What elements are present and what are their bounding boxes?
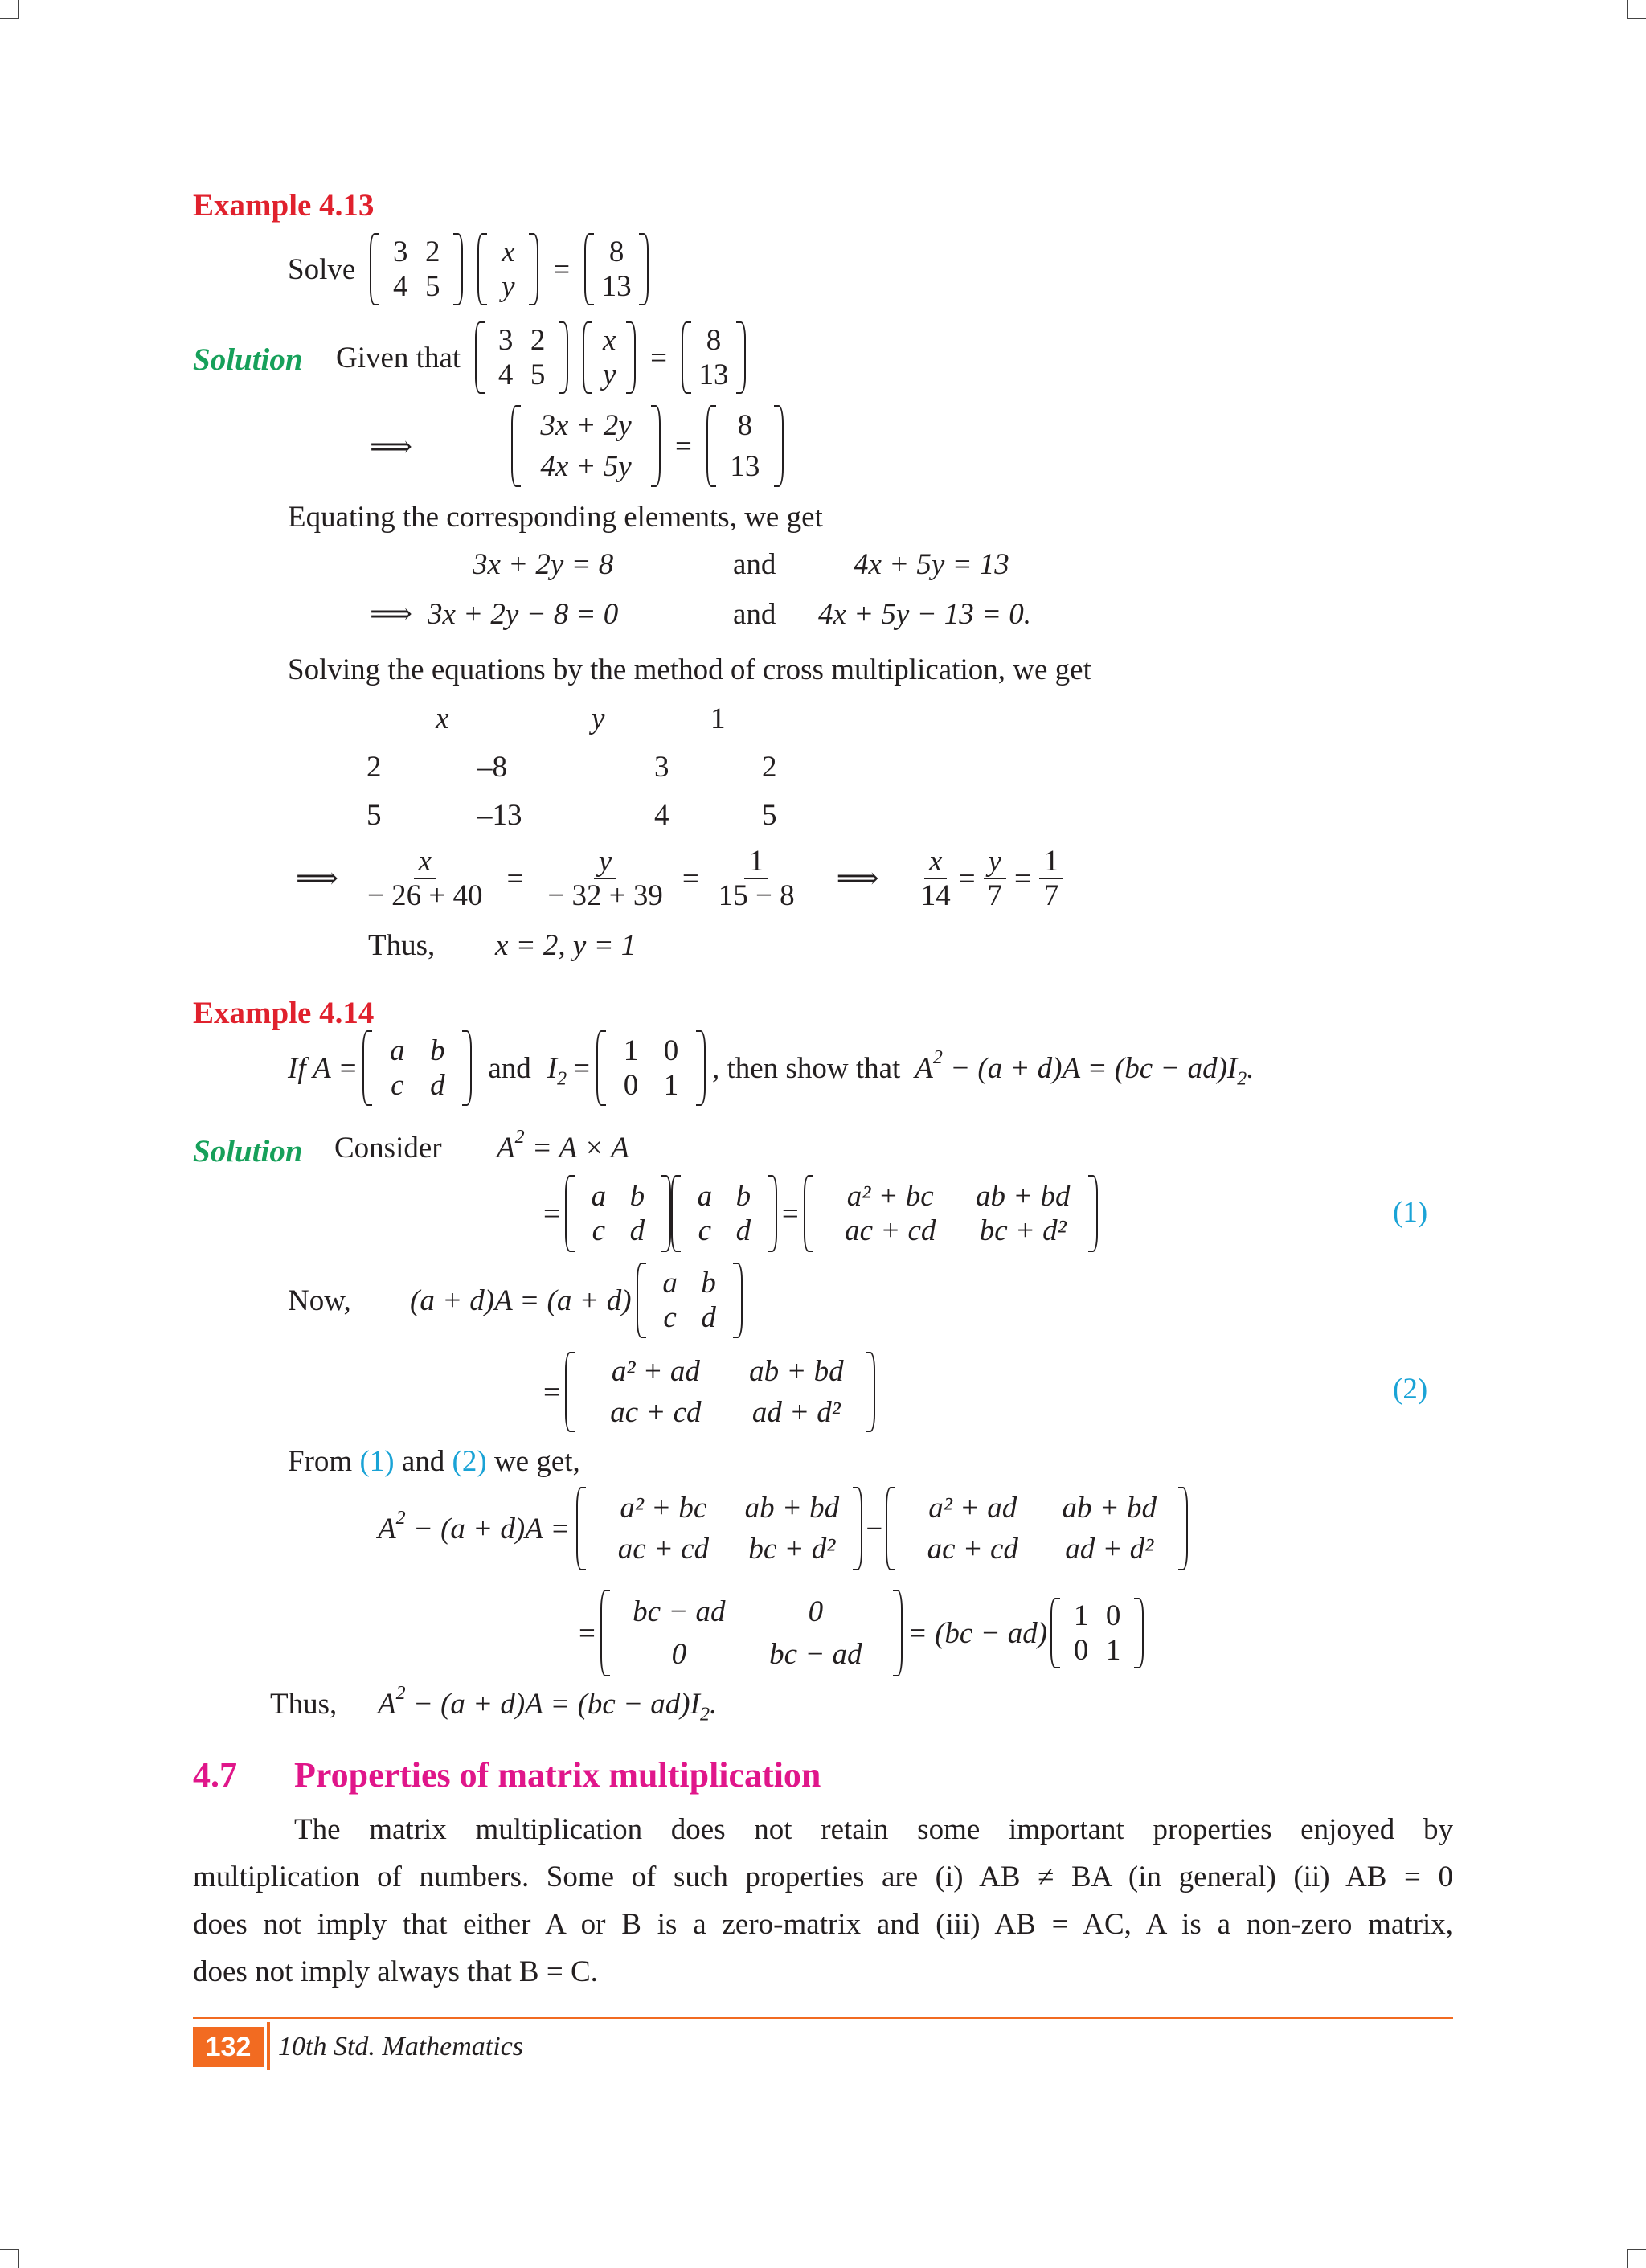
matrix-cell: ad + d² <box>1065 1533 1154 1566</box>
if-text: If A = <box>288 1051 358 1085</box>
implies-arrow: ⟹ <box>836 862 879 895</box>
equation-1a: 3x + 2y = 8 <box>473 548 614 581</box>
matrix-cell: ad + d² <box>751 1396 841 1429</box>
vector-cell: 13 <box>698 358 729 391</box>
matrix-cell: b <box>735 1180 751 1213</box>
given-statement <box>336 321 746 394</box>
matrix-cell: 2 <box>425 235 440 268</box>
scaled-def-line <box>410 1263 743 1337</box>
product-line <box>543 1175 1098 1252</box>
para-line-1 <box>193 1815 1453 1844</box>
matrix-cell: a <box>697 1180 713 1213</box>
page-number-badge: 132 <box>193 2027 264 2067</box>
book-title: 10th Std. Mathematics <box>278 2032 524 2061</box>
matrix-cell: 0 <box>1073 1634 1089 1667</box>
superscript-2: 2 <box>395 1507 406 1529</box>
a-squared-rhs: = A × A <box>524 1132 629 1165</box>
vector-xy <box>477 235 538 304</box>
fraction-denominator: 7 <box>987 879 1003 912</box>
matrix-identity <box>596 1032 706 1104</box>
claim-a: A <box>915 1051 933 1085</box>
matrix-cell: bc − ad <box>769 1638 862 1671</box>
matrix-a <box>637 1264 743 1337</box>
thus-label: Thus, <box>368 929 436 962</box>
matrix-cell: a² + bc <box>620 1492 707 1525</box>
matrix-cell: d <box>430 1069 445 1102</box>
claim-b: − (a + d)A = (bc − ad)I <box>942 1051 1238 1085</box>
cross-header-1: 1 <box>710 702 726 735</box>
superscript-2: 2 <box>514 1127 525 1148</box>
fraction-numerator: x <box>414 846 436 879</box>
equation-2b: 4x + 5y − 13 = 0. <box>818 598 1031 631</box>
matrix-cell: 4x + 5y <box>540 450 632 483</box>
vector-constants <box>584 235 649 304</box>
from-line <box>288 1447 580 1476</box>
cross-cell: 5 <box>762 799 777 832</box>
equals-sign: = <box>543 1197 560 1230</box>
matrix-cell: a <box>591 1180 607 1213</box>
fraction-numerator: 1 <box>1039 846 1064 879</box>
matrix-cell: ab + bd <box>749 1355 844 1388</box>
solution-label-414: Solution <box>193 1134 303 1169</box>
identity-subscript: 2 <box>1237 1067 1247 1089</box>
fraction-numerator: 1 <box>744 846 769 879</box>
matrix-cell: ac + cd <box>617 1533 709 1566</box>
matrix-cell: bc + d² <box>748 1533 836 1566</box>
vector-xy <box>583 323 636 392</box>
para-line-2: multiplication of numbers. Some of such properties are (i) AB ≠ BA (in general) (ii) AB = 0 <box>193 1861 1453 1893</box>
matrix-cell: 5 <box>530 358 546 391</box>
fraction-denominator: 7 <box>1043 879 1059 912</box>
equation-tag-1: (1) <box>1393 1196 1428 1229</box>
equals-sign: = <box>573 1051 590 1085</box>
a-letter: A <box>378 1688 396 1721</box>
example-4-14-title: Example 4.14 <box>193 996 375 1030</box>
identity-subscript: 2 <box>557 1067 567 1089</box>
fraction-y-simplified <box>984 846 1006 911</box>
matrix-cell: 0 <box>1105 1599 1121 1632</box>
difference-result-line <box>579 1590 1144 1676</box>
section-title: Properties of matrix multiplication <box>294 1755 821 1795</box>
final-result <box>378 1683 718 1726</box>
equation-1b: 4x + 5y = 13 <box>854 548 1009 581</box>
vector-cell: 13 <box>601 270 632 303</box>
cross-cell: 4 <box>654 799 669 832</box>
matrix-cell: 3x + 2y <box>540 409 632 442</box>
matrix-cell: 1 <box>1105 1634 1121 1667</box>
matrix-cell: c <box>698 1214 712 1247</box>
equals-sign: = <box>543 1375 560 1409</box>
fraction-denominator: 15 − 8 <box>718 879 795 912</box>
matrix-cell: 1 <box>623 1034 639 1067</box>
fraction-x-simplified <box>921 846 951 911</box>
reference-2: (2) <box>452 1445 487 1478</box>
matrix-cell: a <box>390 1034 405 1067</box>
vector-cell: 13 <box>730 450 760 483</box>
equals-sign: = <box>958 862 976 895</box>
cross-header-y: y <box>592 702 605 735</box>
equals-sign: = <box>579 1616 596 1650</box>
fraction-one <box>719 846 795 911</box>
now-label: Now, <box>288 1284 351 1317</box>
matrix-a <box>565 1177 671 1251</box>
we-get-text: we get, <box>493 1445 580 1478</box>
equals-sign: = <box>553 252 571 286</box>
implies-arrow: ⟹ <box>370 598 413 631</box>
matrix-coefficients <box>370 235 463 304</box>
equals-sign: = <box>1014 862 1031 895</box>
scaled-lhs: (a + d)A = (a + d) <box>410 1283 632 1317</box>
footer-separator <box>267 2022 270 2070</box>
matrix-cell: ab + bd <box>744 1492 840 1525</box>
claim-period: . <box>1247 1051 1255 1085</box>
matrix-cell: d <box>735 1214 751 1247</box>
crop-mark-bottom-right <box>1627 2249 1646 2268</box>
matrix-cell: 0 <box>663 1034 679 1067</box>
fraction-one-simplified <box>1039 846 1064 911</box>
matrix-cell: b <box>430 1034 445 1067</box>
matrix-cell: 0 <box>808 1595 824 1628</box>
difference-lhs-rest: − (a + d)A = <box>405 1512 571 1545</box>
matrix-cell: 3 <box>393 235 408 268</box>
equation-2a: 3x + 2y − 8 = 0 <box>428 598 619 631</box>
fraction-numerator: y <box>594 846 616 879</box>
claim-expression <box>915 1046 1255 1089</box>
matrix-cell: a² + ad <box>611 1355 700 1388</box>
matrix-cell: 3 <box>497 324 514 357</box>
superscript-2: 2 <box>932 1046 943 1068</box>
vector-cell: y <box>602 358 616 391</box>
cross-cell: 2 <box>762 751 777 784</box>
matrix-cell: 2 <box>530 324 546 357</box>
matrix-a <box>362 1032 472 1104</box>
footer-rule <box>193 2017 1453 2019</box>
matrix-cell: d <box>629 1214 645 1247</box>
para-line-3: does not imply that either A or B is a zero-matrix and (iii) AB = AC, A is a non-zero matrix, <box>193 1908 1453 1941</box>
cross-header-x: x <box>436 702 449 735</box>
cross-fraction-line <box>296 842 1063 915</box>
matrix-cell: a² + bc <box>846 1180 934 1213</box>
solve-statement <box>288 233 649 305</box>
crop-mark-top-right <box>1627 0 1646 19</box>
matrix-cell: d <box>701 1301 716 1334</box>
and-text: and <box>488 1051 531 1085</box>
crop-mark-bottom-left <box>0 2249 19 2268</box>
thus-label: Thus, <box>270 1688 338 1721</box>
cross-cell: 2 <box>366 751 382 784</box>
matrix-difference <box>600 1591 903 1675</box>
matrix-cell: 1 <box>1073 1599 1089 1632</box>
difference-rhs: = (bc − ad) <box>907 1616 1048 1650</box>
fraction-denominator: − 32 + 39 <box>547 879 663 912</box>
fraction-numerator: x <box>924 846 947 879</box>
fraction-denominator: 14 <box>920 879 951 912</box>
scaled-result-line <box>543 1352 875 1432</box>
matrix-identity <box>1050 1599 1144 1667</box>
matrix-cell: 0 <box>671 1638 687 1671</box>
superscript-2: 2 <box>395 1683 406 1704</box>
matrix-scaled <box>565 1353 875 1431</box>
matrix-cell: bc + d² <box>979 1214 1067 1247</box>
matrix-cell: c <box>391 1069 404 1102</box>
if-statement <box>288 1030 1255 1106</box>
a-squared-def <box>497 1127 629 1165</box>
vector-cell: x <box>602 324 616 357</box>
a-letter: A <box>497 1132 515 1165</box>
vector-cell: x <box>502 235 515 268</box>
result-xy: x = 2, y = 1 <box>495 929 637 962</box>
cross-cell: 3 <box>654 751 669 784</box>
matrix-cell: 1 <box>663 1069 679 1102</box>
matrix-cell: b <box>701 1267 716 1300</box>
matrix-cell: ab + bd <box>1062 1492 1157 1525</box>
equals-sign: = <box>781 1197 799 1230</box>
cross-cell: –13 <box>477 799 522 832</box>
equals-sign: = <box>506 862 524 895</box>
solve-label: Solve <box>288 252 356 286</box>
reference-1: (1) <box>359 1445 395 1478</box>
matrix-cell: bc − ad <box>633 1595 726 1628</box>
combined-statement <box>511 406 784 486</box>
equals-sign: = <box>682 862 699 895</box>
equation-tag-2: (2) <box>1393 1373 1428 1406</box>
vector-constants <box>706 407 784 485</box>
matrix-coefficients <box>475 323 568 392</box>
given-label: Given that <box>336 341 461 375</box>
para-line-1-text: The matrix multiplication does not retain some important properties enjoyed by <box>294 1813 1453 1846</box>
matrix-cell: ab + bd <box>976 1180 1071 1213</box>
identity-letter: I <box>547 1051 558 1085</box>
equals-sign: = <box>675 429 692 463</box>
identity-subscript: 2 <box>699 1704 710 1726</box>
fraction-denominator: − 26 + 40 <box>367 879 483 912</box>
vector-cell: 8 <box>608 235 624 268</box>
identity-label <box>547 1051 567 1089</box>
and-text: and <box>733 548 776 581</box>
consider-label: Consider <box>334 1132 442 1165</box>
final-period: . <box>709 1688 718 1721</box>
matrix-cell: b <box>629 1180 645 1213</box>
difference-lhs <box>378 1507 571 1545</box>
matrix-scaled <box>886 1488 1188 1569</box>
matrix-cell: 4 <box>497 358 514 391</box>
matrix-cell: 0 <box>623 1069 639 1102</box>
and-text: and <box>733 598 776 631</box>
matrix-cell: ac + cd <box>610 1396 702 1429</box>
matrix-cell: 4 <box>393 270 408 303</box>
matrix-a <box>671 1177 777 1251</box>
matrix-combined <box>511 407 661 485</box>
fraction-x <box>367 846 482 911</box>
matrix-cell: ac + cd <box>927 1533 1018 1566</box>
solving-text: Solving the equations by the method of cross multiplication, we get <box>288 653 1091 686</box>
matrix-product <box>804 1177 1098 1251</box>
matrix-cell: a <box>662 1267 678 1300</box>
matrix-product <box>576 1488 862 1569</box>
minus-sign: − <box>866 1512 883 1545</box>
vector-constants <box>682 323 746 392</box>
matrix-cell: a² + ad <box>928 1492 1017 1525</box>
para-line-4: does not imply always that B = C. <box>193 1955 598 1988</box>
implies-arrow: ⟹ <box>296 862 339 895</box>
section-number: 4.7 <box>193 1755 237 1795</box>
crop-mark-top-left <box>0 0 19 19</box>
a-letter: A <box>378 1512 396 1545</box>
matrix-cell: c <box>663 1301 677 1334</box>
matrix-cell: ac + cd <box>845 1214 936 1247</box>
vector-cell: 8 <box>737 409 753 442</box>
matrix-cell: 5 <box>425 270 440 303</box>
vector-cell: y <box>502 270 515 303</box>
equating-text: Equating the corresponding elements, we get <box>288 501 823 534</box>
final-result-rest: − (a + d)A = (bc − ad)I <box>405 1688 700 1721</box>
solution-label-413: Solution <box>193 342 303 377</box>
implies-arrow: ⟹ <box>370 431 413 464</box>
fraction-numerator: y <box>984 846 1006 879</box>
difference-line <box>378 1487 1188 1570</box>
and-text: and <box>401 1445 445 1478</box>
example-4-13-title: Example 4.13 <box>193 188 375 223</box>
equals-sign: = <box>650 341 668 375</box>
cross-cell: –8 <box>477 751 507 784</box>
fraction-y <box>547 846 662 911</box>
vector-cell: 8 <box>706 324 722 357</box>
cross-cell: 5 <box>366 799 382 832</box>
then-text: , then show that <box>711 1051 901 1085</box>
from-text: From <box>288 1445 353 1478</box>
matrix-cell: c <box>592 1214 606 1247</box>
